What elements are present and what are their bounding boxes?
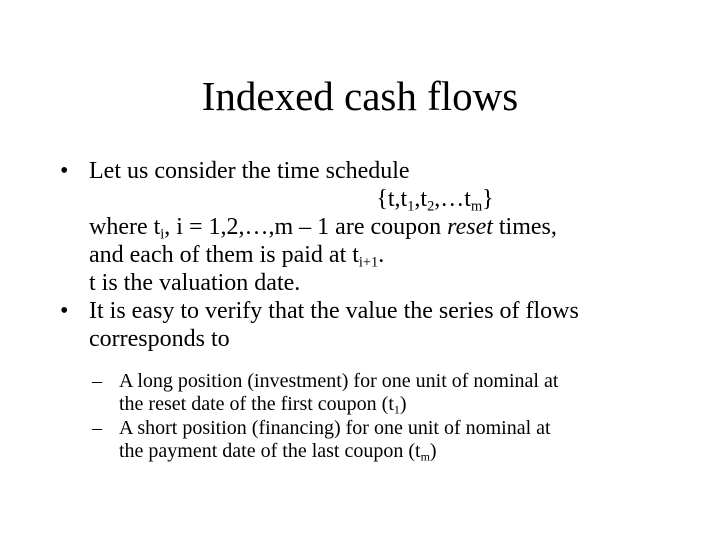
dash-icon: – — [92, 417, 102, 439]
paid-text: and each of them is paid at t — [89, 242, 359, 268]
time-schedule-set — [89, 185, 690, 213]
sub-item-text-end: ) — [429, 440, 437, 462]
schedule-subscript-1: 1 — [407, 198, 415, 215]
sub-item-text-continued — [119, 440, 690, 463]
sub-item-text-part: the reset date of the first coupon (t — [119, 393, 394, 415]
slide-body — [60, 157, 690, 463]
schedule-middle: ,…t — [434, 186, 471, 212]
where-subscript-i: i — [160, 226, 165, 243]
where-text-end: times, — [492, 214, 557, 240]
slide-title: Indexed cash flows — [201, 73, 519, 119]
schedule-subscript-m: m — [470, 198, 483, 215]
paid-period: . — [378, 242, 385, 268]
paid-subscript: i+1 — [358, 254, 379, 271]
valuation-date-line: t is the valuation date. — [89, 270, 301, 296]
sub-item-text: A short position (financing) for one unit of nominal at — [119, 417, 551, 439]
schedule-comma-1: ,t — [414, 186, 428, 212]
sub-item-short-position — [60, 417, 690, 463]
where-text-continued: , i = 1,2,…,m – 1 are coupon — [164, 214, 448, 240]
sub-item-text-part: the payment date of the last coupon (t — [119, 440, 421, 462]
bullet-text-continued: corresponds to — [89, 326, 230, 352]
sub-item-text: A long position (investment) for one unit of nominal at — [119, 370, 559, 392]
bullet-text: It is easy to verify that the value the series of flows — [89, 298, 579, 324]
reset-emphasis: reset — [447, 214, 493, 240]
sub-item-long-position — [60, 370, 690, 416]
sub-bullet-list — [60, 370, 690, 463]
bullet-icon: • — [60, 158, 69, 184]
bullet-item-verify — [60, 297, 690, 353]
reset-times-line — [89, 213, 690, 241]
bullet-icon: • — [60, 298, 69, 324]
where-text: where t — [89, 214, 161, 240]
sub-item-text-end: ) — [399, 393, 407, 415]
bullet-item-time-schedule — [60, 157, 690, 297]
sub-item-text-continued — [119, 393, 690, 416]
bullet-text: Let us consider the time schedule — [89, 158, 410, 184]
sub-item-subscript: 1 — [393, 402, 400, 417]
sub-item-subscript: m — [420, 449, 430, 464]
payment-line — [89, 241, 690, 269]
schedule-close: } — [482, 186, 494, 212]
dash-icon: – — [92, 370, 102, 392]
schedule-subscript-2: 2 — [427, 198, 435, 215]
schedule-open: {t,t — [376, 186, 408, 212]
